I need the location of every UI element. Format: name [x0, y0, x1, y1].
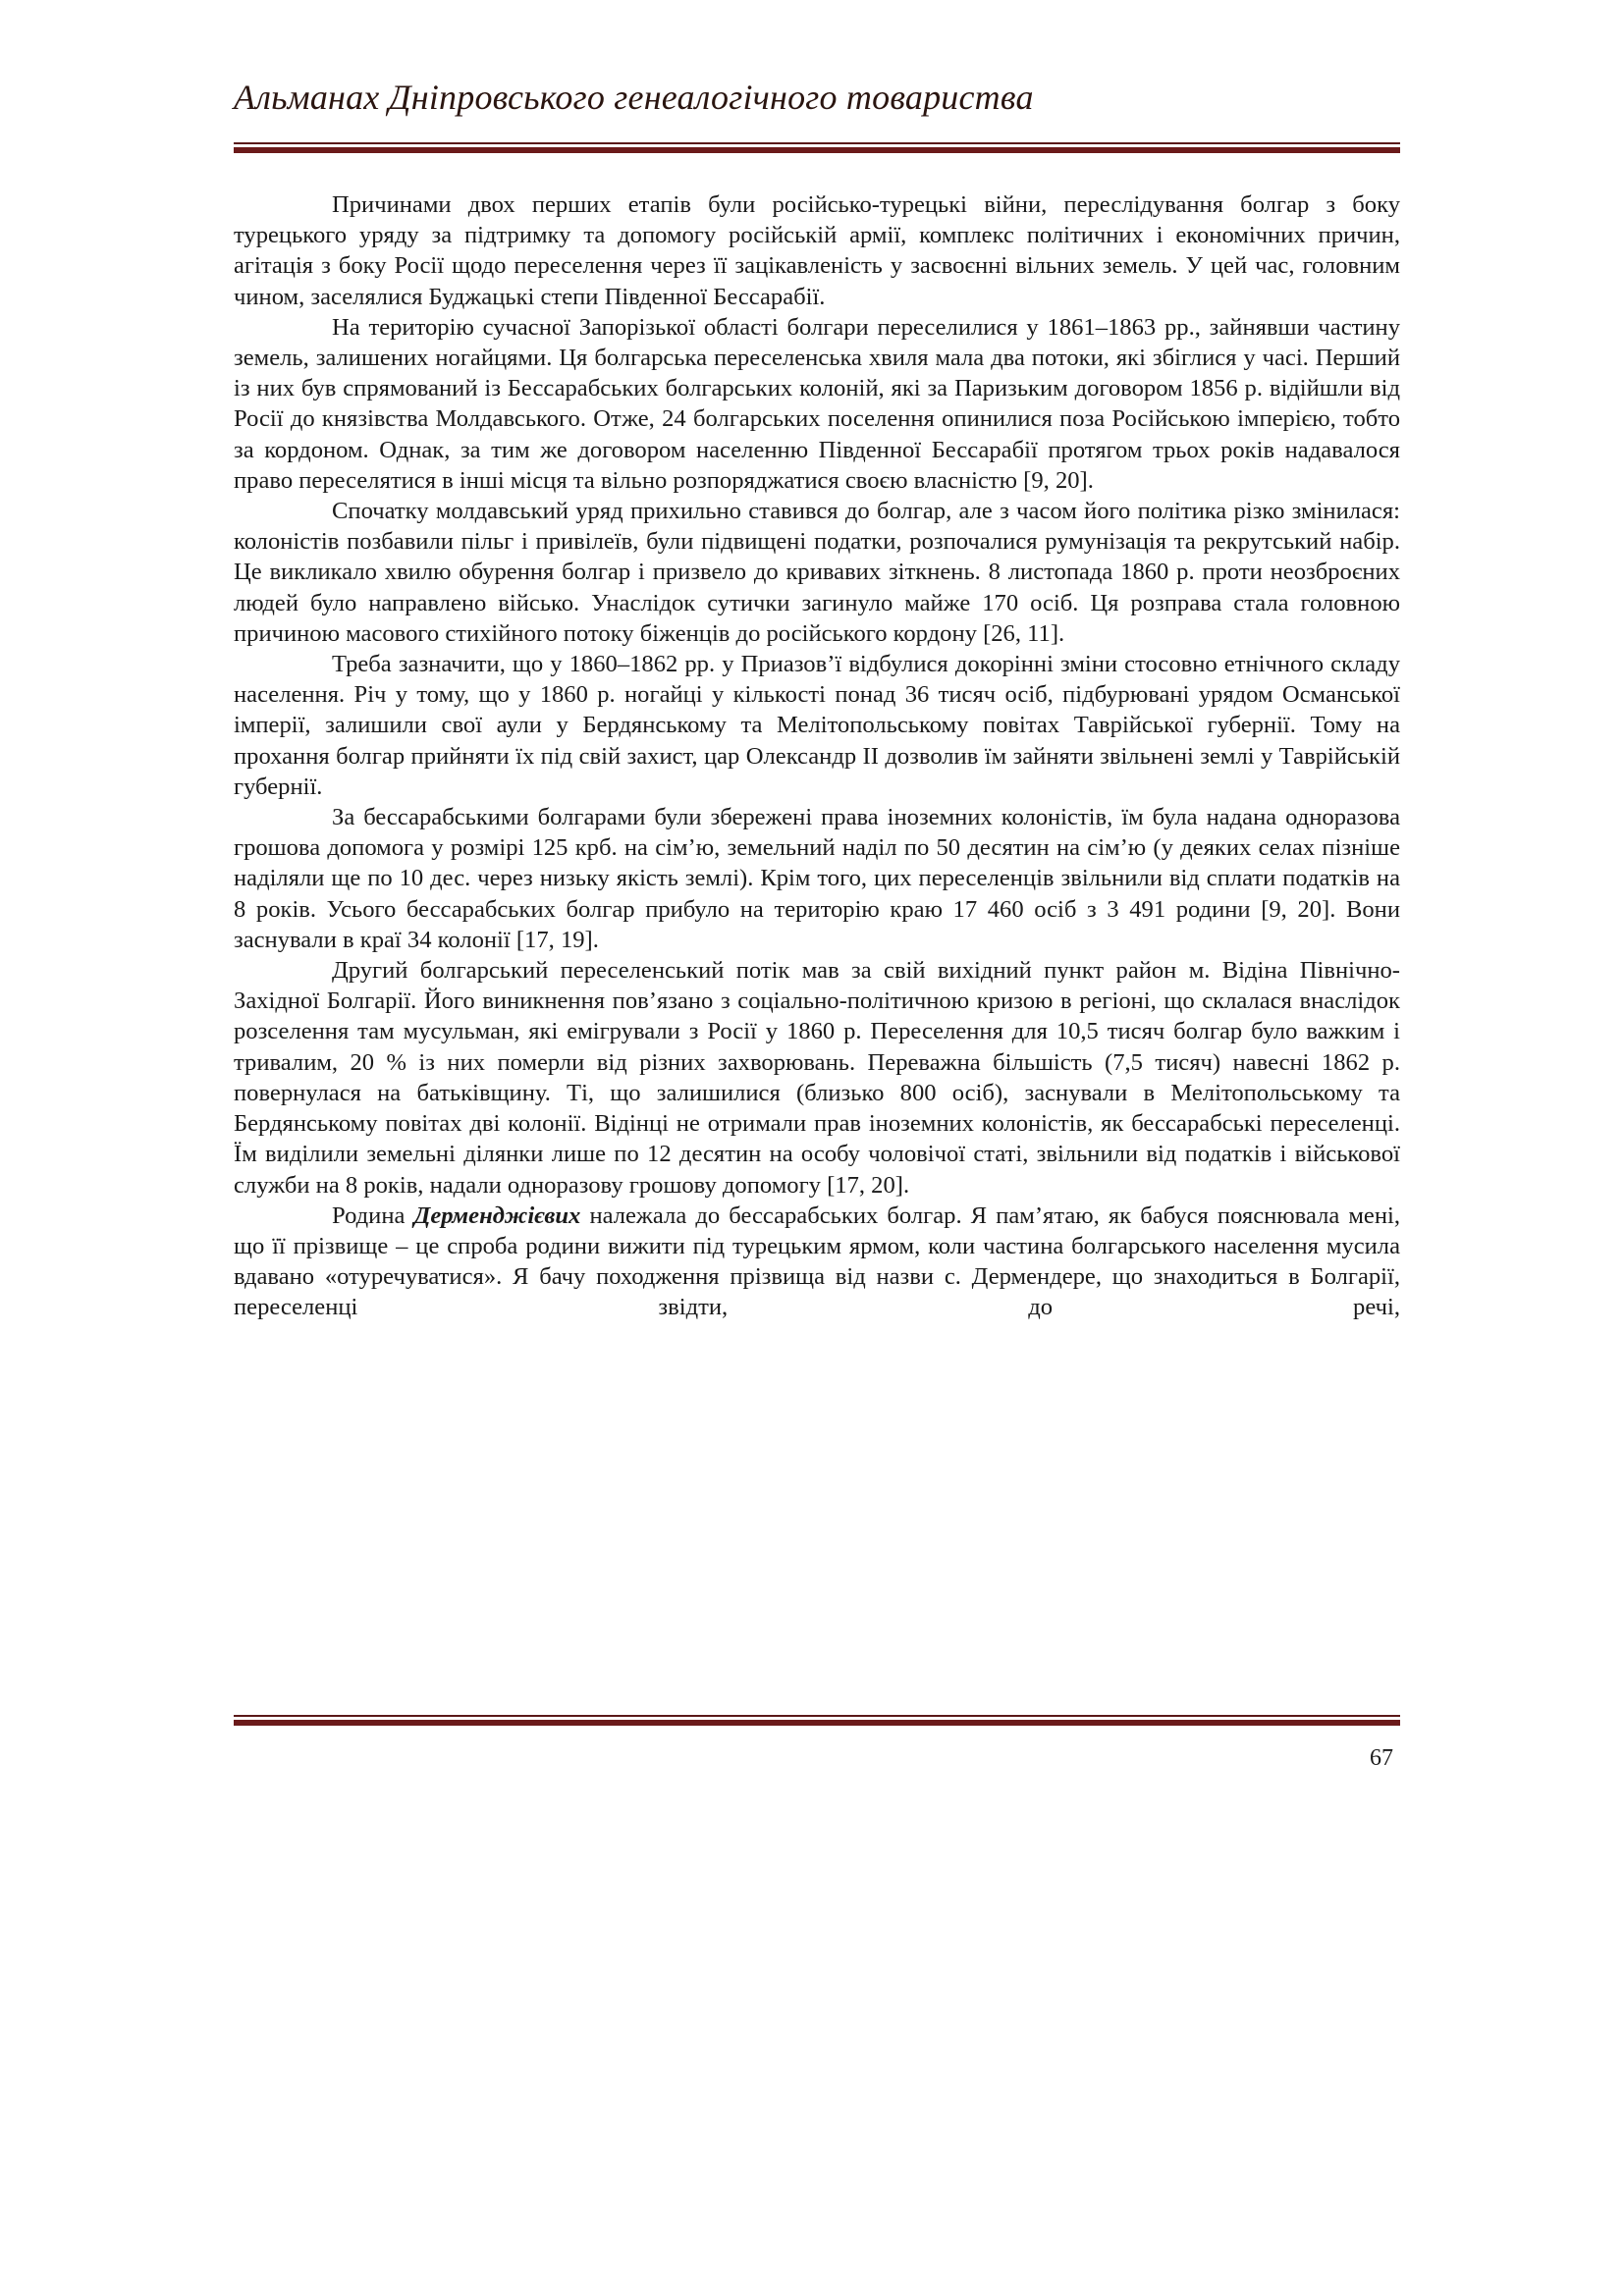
paragraph: На територію сучасної Запорізької області болгари переселилися у 1861–1863 рр., зайнявши частину земель, залишених ногайцями. Ця болгарська переселенська хвиля мала два потоки, які збіглися у часі. Перший із них був спрямований із Бессарабських болгарських колоній, які за Паризьким договором 1856 р. відійшли від Росії до князівства Молдавського. Отже, 24 болгарських поселення опинилися поза Російською імперією, тобто за кордоном. Однак, за тим же договором населенню Південної Бессарабії протягом трьох років надавалося право переселятися в інші місця та вільно розпоряджатися своєю власністю [9, 20]. — [234, 313, 1400, 494]
body-text — [234, 189, 1400, 1323]
paragraph: За бессарабськими болгарами були збережені права іноземних колоністів, їм була надана одноразова грошова допомога у розмірі 125 крб. на сім’ю, земельний наділ по 50 десятин на сім’ю (у деяких селах пізніше наділяли ще по 10 дес. через низьку якість землі). Крім того, цих переселенців звільнили від сплати податків на 8 років. Усього бессарабських болгар прибуло на територію краю 17 460 осіб з 3 491 родини [9, 20]. Вони заснували в краї 34 колонії [17, 19]. — [234, 804, 1400, 953]
header-rule — [234, 142, 1400, 153]
paragraph: Причинами двох перших етапів були російсько-турецькі війни, переслідування болгар з боку турецького уряду за підтримку та допомогу російській армії, комплекс політичних і економічних причин, агітація з боку Росії щодо переселення через її зацікавленість у засвоєнні вільних земель. У цей час, головним чином, заселялися Буджацькі степи Південної Бессарабії. — [234, 191, 1400, 310]
page-number: 67 — [1370, 1745, 1393, 1771]
paragraph-text: Родина — [332, 1201, 414, 1229]
family-name: Дерменджієвих — [413, 1201, 581, 1229]
footer-rule — [234, 1715, 1400, 1726]
running-header-title: Альманах Дніпровського генеалогічного товариства — [234, 78, 1034, 117]
paragraph-text: належала до бессарабських болгар. Я пам’ятаю, як бабуся пояснювала мені, що її прізвище – це спроба родини вижити під турецьким ярмом, коли частина болгарського населення мусила вдавано «отуречуватися». Я бачу походження прізвища від назви с. Дермендере, що знаходиться в Болгарії, переселенці звідти, до речі, — [234, 1201, 1400, 1321]
paragraph-last — [234, 1201, 1400, 1323]
paragraph: Спочатку молдавський уряд прихильно ставився до болгар, але з часом його політика різко змінилася: колоністів позбавили пільг і привілеїв, були підвищені податки, розпочалися румунізація та рекрутський набір. Це викликало хвилю обурення болгар і призвело до кривавих зіткнень. 8 листопада 1860 р. проти неозброєних людей було направлено військо. Унаслідок сутички загинуло майже 170 осіб. Ця розправа стала головною причиною масового стихійного потоку біженців до російського кордону [26, 11]. — [234, 498, 1400, 647]
paragraph: Треба зазначити, що у 1860–1862 рр. у Приазов’ї відбулися докорінні зміни стосовно етнічного складу населення. Річ у тому, що у 1860 р. ногайці у кількості понад 36 тисяч осіб, підбурювані урядом Османської імперії, залишили свої аули у Бердянському та Мелітопольському повітах Таврійської губернії. Тому на прохання болгар прийняти їх під свій захист, цар Олександр ІІ дозволив їм зайняти звільнені землі у Таврійській губернії. — [234, 651, 1400, 800]
paragraph: Другий болгарський переселенський потік мав за свій вихідний пункт район м. Відіна Північно-Західної Болгарії. Його виникнення пов’язано з соціально-політичною кризою в регіоні, що склалася внаслідок розселення там мусульман, які емігрували з Росії у 1860 р. Переселення для 10,5 тисяч болгар було важким і тривалим, 20 % із них померли від різних захворювань. Переважна більшість (7,5 тисяч) навесні 1862 р. повернулася на батьківщину. Ті, що залишилися (близько 800 осіб), заснували в Мелітопольському та Бердянському повітах дві колонії. Відінці не отримали прав іноземних колоністів, як бессарабські переселенці. Їм виділили земельні ділянки лише по 12 десятин на особу чоловічої статі, звільнили від податків і військової служби на 8 років, надали одноразову грошову допомогу [17, 20]. — [234, 957, 1400, 1199]
